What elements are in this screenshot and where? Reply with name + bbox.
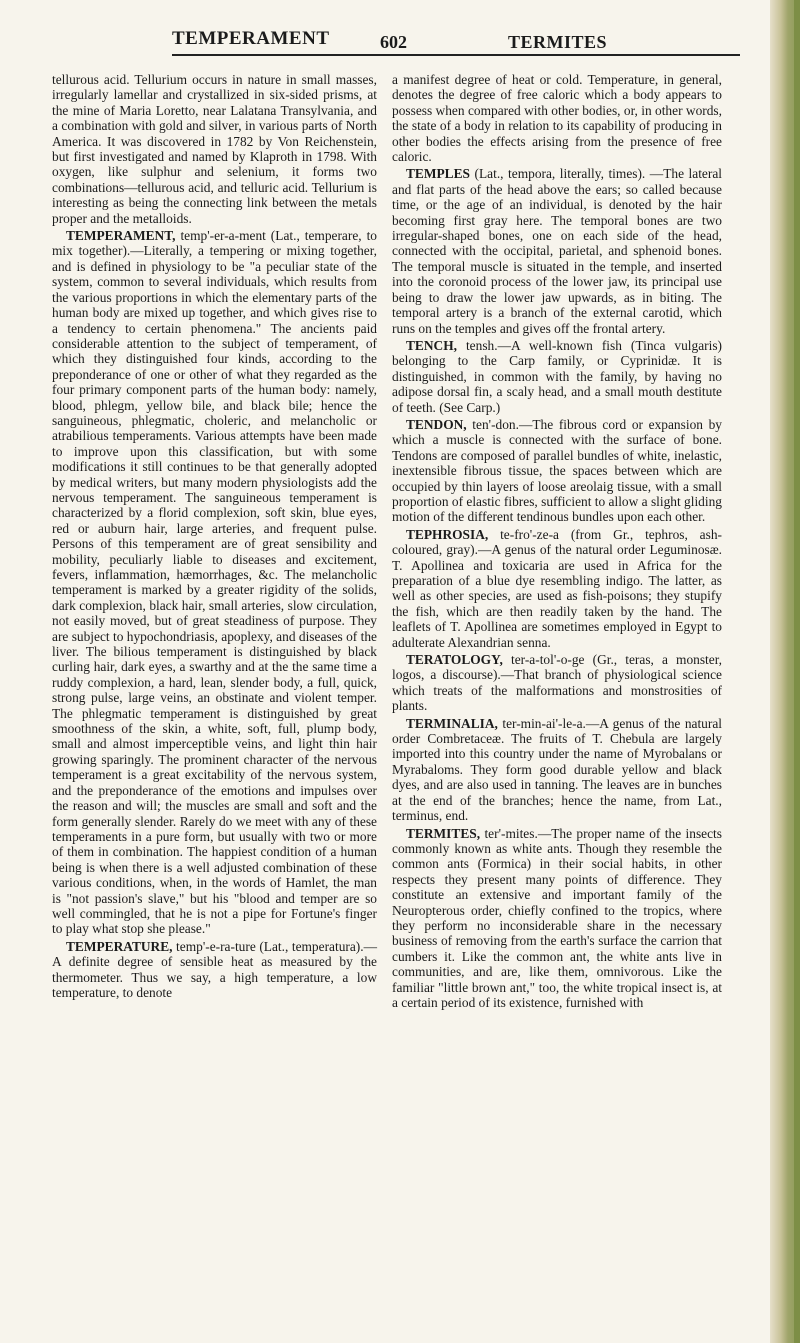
headword: TERMITES, <box>406 825 481 841</box>
entry-temples: TEMPLES (Lat., tempora, literally, times). —The lateral and flat parts of the head above the ears; so called because time, or the age of an individual, is denoted by the hair becoming first gray here. The temporal bones are two irregular-shaped bones, one on each side of the head, connected with the occipital, parietal, and sphenoid bones. The temporal muscle is situated in the temple, and inserted into the coronoid process of the lower jaw, its principal use being to draw the lower jaw upwards, as in biting. The temporal artery is a branch of the external carotid, which runs on the temples and gives off the frontal artery. <box>392 166 722 336</box>
header-rule <box>172 54 740 56</box>
entry-tench: TENCH, tensh.—A well-known fish (Tinca vulgaris) belonging to the Carp family, or Cyprinidæ. It is distinguished, in common with the family, by having no adipose dorsal fin, a scaly head, and a small mouth destitute of teeth. (See Carp.) <box>392 337 722 415</box>
entry-tephrosia: TEPHROSIA, te-fro'-ze-a (from Gr., tephros, ash-coloured, gray).—A genus of the natural order Leguminosæ. T. Apollinea and toxicaria are used in Africa for the preparation of a blue dye resembling indigo. The latter, as well as other species, are used as fish-poisons; they stupify the fish, which are then readily taken by the hand. The leaflets of T. Apollinea are sometimes employed in Egypt to adulterate Alexandrian senna. <box>392 526 722 650</box>
right-column <box>392 72 722 1012</box>
running-head-right: TERMITES <box>508 32 608 52</box>
entry-tendon: TENDON, ten'-don.—The fibrous cord or expansion by which a muscle is connected with the surface of bone. Tendons are composed of parallel bundles of white, inelastic, inextensible fibrous tissue, the spaces between which are occupied by thin layers of loose areolaig tissue, with a small proportion of elastic fibres, sufficient to allow a slight gliding motion of the different tendinous bundles upon each other. <box>392 416 722 525</box>
headword: TENDON, <box>406 416 467 432</box>
entry-termites: TERMITES, ter'-mites.—The proper name of the insects commonly known as white ants. Though they resemble the common ants (Formica) in their social habits, in other respects they present many points of difference. They constitute an extensive and important family of the Neuropterous order, chiefly confined to the tropics, where they perform no inconsiderable share in the necessary business of removing from the earth's surface the carrion that cumbers it. Like the common ant, the white ants live in communities, and are, like them, omnivorous. Like the familiar "little brown ant," too, the white tropical insect is, at a certain period of its existence, furnished with <box>392 825 722 1010</box>
entry-temperature: TEMPERATURE, temp'-e-ra-ture (Lat., temperatura).—A definite degree of sensible heat as measured by the thermometer. Thus we say, a high temperature, a low temperature, to denote <box>52 938 377 1000</box>
headword: TEMPERATURE, <box>66 938 173 954</box>
entry-teratology: TERATOLOGY, ter-a-tol'-o-ge (Gr., teras, a monster, logos, a discourse).—That branch of physiological science which treats of the malformations and monstrosities of plants. <box>392 652 722 714</box>
headword: TERMINALIA, <box>406 715 498 731</box>
page-edge-strip <box>794 0 800 1343</box>
page-number: 602 <box>380 32 407 52</box>
entry-temperament: TEMPERAMENT, temp'-er-a-ment (Lat., temperare, to mix together).—Literally, a tempering or mixing together, and is defined in physiology to be "a peculiar state of the system, common to several individuals, which results from the various proportions in which the elementary parts of the human body are mixed up together, and which gives rise to a tendency to certain phenomena." The ancients paid considerable attention to the subject of temperament, of which they distinguished four kinds, according to the preponderance of one or other of what they regarded as the four primary component parts of the human body: namely, blood, phlegm, yellow bile, and black bile; hence the sanguineous, phlegmatic, choleric, and melancholic or atrabilious temperaments. Various attempts have been made to improve upon this classification, but with some modifications it still continues to be that generally adopted by medical writers, but many modern physiologists add the nervous temperament. The sanguineous temperament is characterized by a florid complexion, soft skin, blue eyes, red or auburn hair, large arteries, and frequent pulse. Persons of this temperament are of great sensibility and mobility, peculiarly liable to diseases and excitement, fevers, inflammation, hæmorrhages, &c. The melancholic temperament is marked by a greater rigidity of the solids, dark complexion, black hair, small arteries, slow circulation, not easily moved, but of great steadiness of purpose. They are subject to hypochondriasis, apoplexy, and diseases of the liver. The bilious temperament is distinguished by black curling hair, dark eyes, a swarthy and at the the same time a ruddy complexion, a hard, lean, slender body, a full, quick, strong pulse, large veins, an obstinate and violent temper. The phlegmatic temperament is distinguished by great smoothness of the skin, a white, soft, full, plump body, small and almost imperceptible veins, and light thin hair growing sparingly. The prominent character of the nervous temperament is a great excitability of the nervous system, and the preponderance of the emotions and impulses over the reason and will; the muscles are small and soft and the form generally slender. Rarely do we meet with any of these temperaments in a pure form, but usually with two or more of them in combination. The happiest condition of a human being is when there is a well adjusted combination of these various conditions, when, in the words of Hamlet, the man is "not passion's slave," but his "blood and temper are so well commingled, that he is not a pipe for Fortune's finger to play what stop she please." <box>52 228 377 937</box>
running-header <box>0 28 770 56</box>
running-head-left: TEMPERAMENT <box>172 28 330 49</box>
headword: TEPHROSIA, <box>406 526 489 542</box>
headword: TEMPERAMENT, <box>66 228 176 244</box>
left-column <box>52 72 377 1002</box>
entry-terminalia: TERMINALIA, ter-min-ai'-le-a.—A genus of the natural order Combretaceæ. The fruits of T. Chebula are largely imported into this country under the name of Myrobalans or Myrabaloms. They form good durable yellow and black dyes, and are also used in tanning. The leaves are in bunches at the end of the branches; hence the name, from Lat., terminus, end. <box>392 715 722 824</box>
headword: TEMPLES <box>406 166 470 182</box>
headword: TERATOLOGY, <box>406 652 503 668</box>
entry-tellurium-continued: tellurous acid. Tellurium occurs in nature in small masses, irregularly lamellar and crystallized in six-sided prisms, at the mine of Maria Loretto, near Lalatana Transylvania, and a combination with gold and silver, in various parts of North America. It was discovered in 1782 by Von Reichenstein, but first investigated and named by Klaproth in 1798. With oxygen, like sulphur and selenium, it forms two combinations—tellurous acid, and telluric acid. Tellurium is interesting as being the connecting link between the metals proper and the metalloids. <box>52 72 377 226</box>
entry-temperature-continued: a manifest degree of heat or cold. Temperature, in general, denotes the degree of free caloric which a body appears to possess when compared with other bodies, or, in other words, the state of a body in relation to its capability of producing in other bodies the effects arising from the presence of free caloric. <box>392 72 722 165</box>
headword: TENCH, <box>406 337 457 353</box>
